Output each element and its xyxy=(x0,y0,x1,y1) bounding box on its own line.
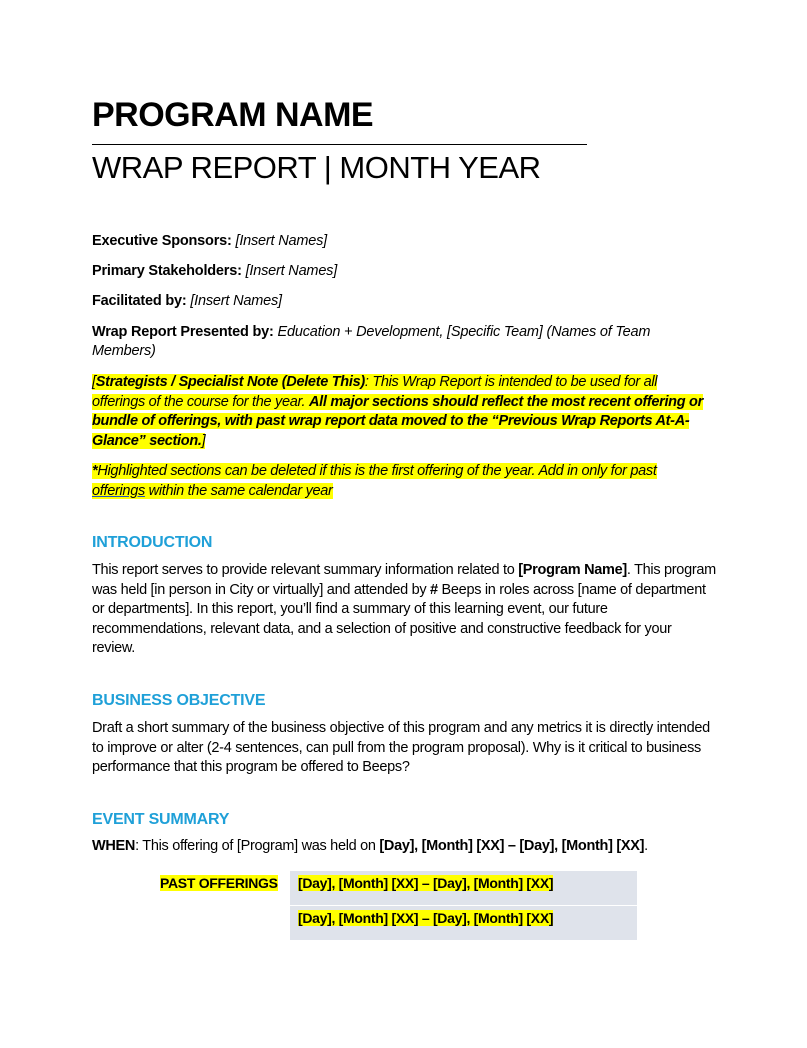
meta-value: [Insert Names] xyxy=(245,263,338,279)
meta-label: Executive Sponsors: xyxy=(92,233,232,249)
when-label: WHEN xyxy=(92,838,136,854)
table-row xyxy=(160,906,637,941)
note-underlined: offerings xyxy=(92,482,145,499)
when-dates: [Day], [Month] [XX] – [Day], [Month] [XX] xyxy=(379,838,645,854)
program-name: [Program Name] xyxy=(518,562,627,578)
past-offering-cell xyxy=(290,906,637,941)
executive-sponsors xyxy=(92,232,712,251)
past-offering-dates: [Day], [Month] [XX] – [Day], [Month] [XX] xyxy=(298,875,554,891)
meta-label: Primary Stakeholders: xyxy=(92,263,242,279)
text: Beeps in roles across [name of department or departments]. In this report, you’ll find a summary of this learning event, our future recommendations, relevant data, and a selection of positive and constructive feedback for your review. xyxy=(92,581,706,656)
meta-value: [Insert Names] xyxy=(190,293,282,309)
report-subtitle: WRAP REPORT | MONTH YEAR xyxy=(92,150,541,185)
past-offering-dates: [Day], [Month] [XX] – [Day], [Month] [XX] xyxy=(298,910,554,926)
strategist-note xyxy=(92,373,707,451)
text: This report serves to provide relevant summary information related to xyxy=(92,562,519,578)
text: : This offering of [Program] was held on xyxy=(135,838,380,854)
highlight-note xyxy=(92,462,707,501)
note-bold-text: All major sections should reflect the most recent offering or bundle of offerings, with past wrap report data moved to the “Previous Wrap Reports At-A-Glance” section. xyxy=(92,393,703,449)
presented-by xyxy=(92,323,712,361)
facilitated-by xyxy=(92,292,712,311)
program-title: PROGRAM NAME xyxy=(92,96,374,134)
meta-label: Wrap Report Presented by: xyxy=(92,324,274,340)
note-label: Strategists / Specialist Note (Delete This) xyxy=(95,374,365,390)
event-when xyxy=(92,837,717,857)
event-summary-heading: EVENT SUMMARY xyxy=(92,811,230,828)
empty-cell xyxy=(160,906,290,941)
text: . This program was held [in person in City or virtually] and attended by xyxy=(92,562,716,598)
introduction-heading: INTRODUCTION xyxy=(92,534,213,551)
meta-value: Education + Development, [Specific Team] (Names of Team Members) xyxy=(92,324,651,359)
note-text: Highlighted sections can be deleted if this is the first offering of the year. Add in only for past xyxy=(97,463,657,479)
past-offerings-table xyxy=(160,871,637,941)
past-offerings-label: PAST OFFERINGS xyxy=(160,875,278,891)
business-objective-text: Draft a short summary of the business objective of this program and any metrics it is directly intended to improve or alter (2-4 sentences, can pull from the program proposal). Why is it critical to business performance that this program be offered to Beeps? xyxy=(92,720,710,775)
note-star: * xyxy=(92,463,98,479)
introduction-text xyxy=(92,561,717,659)
title-divider xyxy=(92,144,587,145)
note-text: : This Wrap Report is intended to be used for all offerings of the course for the year. xyxy=(92,374,658,410)
table-row xyxy=(160,871,637,906)
attendee-count: # xyxy=(430,581,438,598)
meta-value: [Insert Names] xyxy=(235,233,327,249)
past-offering-cell xyxy=(290,871,637,906)
note-bracket: [ xyxy=(92,374,96,390)
business-objective-heading: BUSINESS OBJECTIVE xyxy=(92,692,266,709)
meta-label: Facilitated by: xyxy=(92,293,187,309)
past-offerings-label-cell xyxy=(160,871,290,906)
note-bracket: ] xyxy=(201,432,206,449)
text: . xyxy=(644,838,648,854)
primary-stakeholders xyxy=(92,262,712,281)
note-text: within the same calendar year xyxy=(144,482,333,499)
